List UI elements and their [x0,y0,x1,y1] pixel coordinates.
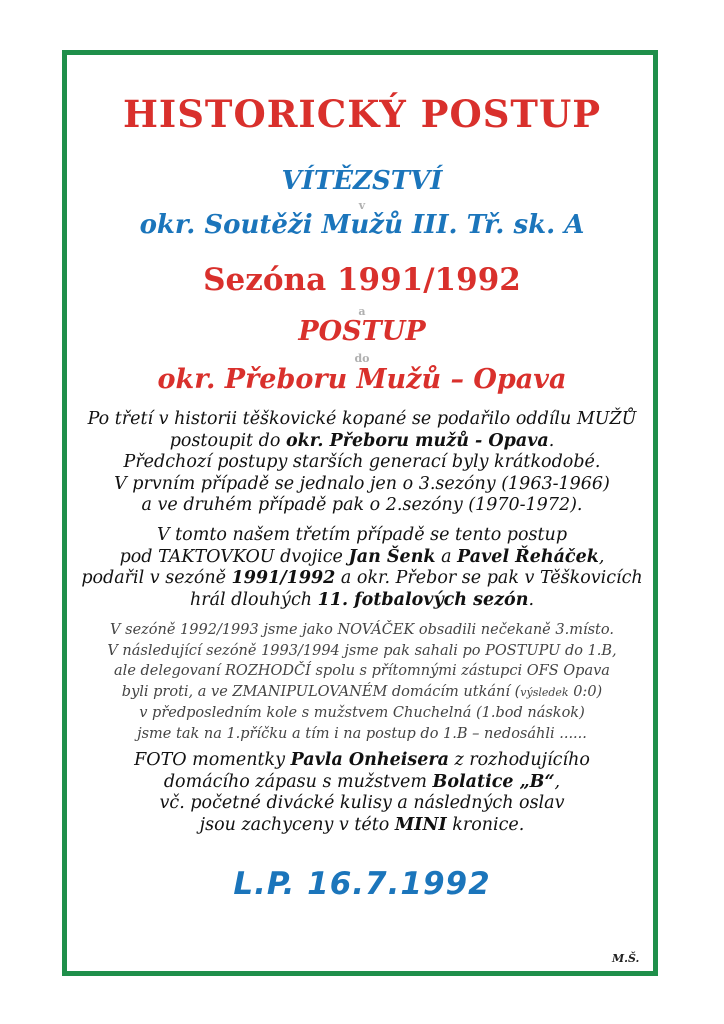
p3-line-6: jsme tak na 1.příčku a tím i na postup do 1.B – nedosáhli ...... [137,725,587,742]
victory-heading: VÍTĚZSTVÍ [281,166,443,196]
paragraph-4 [0,750,724,836]
target-league-heading: okr. Přeboru Mužů – Opava [157,364,567,395]
connector-a: a [358,305,366,318]
p1-line-5: a ve druhém případě pak o 2.sezóny (1970-1972). [141,495,583,515]
p2-line-3: podařil v sezóně 1991/1992 a okr. Přebor se pak v Těškovicích [81,568,643,588]
date-signature: L.P. 16.7.1992 [233,866,491,902]
author-initials: M.Š. [612,952,640,965]
season-heading: Sezóna 1991/1992 [203,262,521,298]
connector-v: v [358,199,366,212]
paragraph-3 [0,620,724,744]
p1-line-3: Předchozí postupy starších generací byly krátkodobé. [123,452,601,472]
p3-line-5: v předposledním kole s mužstvem Chuchelná (1.bod náskok) [139,705,585,721]
p4-line-3: vč. početné divácké kulisy a následných oslav [159,793,565,813]
p4-line-1: FOTO momentky Pavla Onheisera z rozhodujícího [134,750,590,770]
p1-line-2: postoupit do okr. Přeboru mužů - Opava. [169,430,555,451]
p4-line-2: domácího zápasu s mužstvem Bolatice „B“, [163,771,561,792]
p3-line-4: byli proti, a ve ZMANIPULOVANÉM domácím utkání (výsledek 0:0) [121,683,603,700]
p3-line-2: V následující sezóně 1993/1994 jsme pak sahali po POSTUPU do 1.B, [107,642,617,659]
p2-line-4: hrál dlouhých 11. fotbalových sezón. [189,589,535,610]
paragraph-1 [0,409,724,517]
p2-line-1: V tomto našem třetím případě se tento postup [156,525,568,545]
p3-line-1: V sezóně 1992/1993 jsme jako NOVÁČEK obsadili nečekaně 3.místo. [110,622,614,638]
postup-heading: POSTUP [298,316,426,347]
p3-line-3: ale delegovaní ROZHODČÍ spolu s přítomnými zástupci OFS Opava [114,663,610,679]
competition-heading: okr. Soutěži Mužů III. Tř. sk. A [139,210,585,240]
connector-do: do [354,352,370,365]
page-title: HISTORICKÝ POSTUP [122,92,602,136]
p4-line-4: jsou zachyceny v této MINI kronice. [199,814,525,835]
p2-line-2: pod TAKTOVKOU dvojice Jan Šenk a Pavel Řeháček, [119,546,605,567]
p1-line-1: Po třetí v historii těškovické kopané se podařilo oddílu MUŽŮ [87,409,637,429]
p1-line-4: V prvním případě se jednalo jen o 3.sezóny (1963-1966) [114,473,610,494]
paragraph-2 [0,525,724,611]
